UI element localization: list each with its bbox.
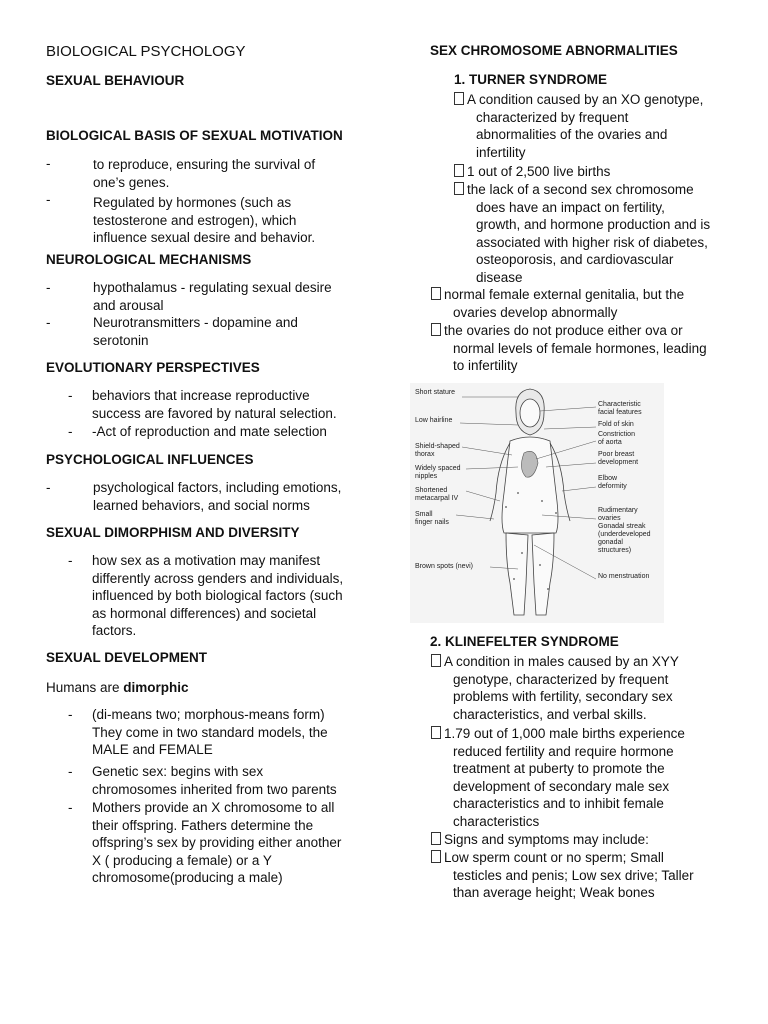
- text-line: success are favored by natural selection.: [92, 405, 337, 421]
- text-line: X ( producing a female) or a Y: [92, 852, 272, 868]
- bullet-item: [431, 322, 707, 375]
- bullet-item: [431, 831, 649, 849]
- list-item: [92, 706, 328, 759]
- figure-label: ovaries: [598, 515, 621, 522]
- text-line: influence sexual desire and behavior.: [93, 230, 316, 245]
- list-item: [92, 423, 327, 441]
- text-line: reduced fertility and require hormone: [453, 743, 674, 759]
- figure-label: Low hairline: [415, 417, 453, 424]
- bullet-item: [431, 286, 684, 321]
- list-dash: -: [46, 156, 51, 171]
- text-line: characteristics and to inhibit female: [453, 796, 664, 811]
- text-line: MALE and FEMALE: [92, 742, 213, 757]
- figure-label: Fold of skin: [598, 421, 634, 428]
- list-dash: -: [68, 800, 73, 815]
- text-line: their offspring. Fathers determine the: [92, 817, 314, 833]
- figure-label: structures): [598, 547, 632, 554]
- text-line: They come in two standard models, the: [92, 724, 328, 740]
- text-line: Signs and symptoms may include:: [431, 831, 649, 849]
- figure-label: No menstruation: [598, 573, 650, 580]
- figure-label: Characteristic: [598, 401, 641, 408]
- text-line: Regulated by hormones (such as: [93, 195, 292, 210]
- text-line: (di-means two; morphous-means form): [92, 707, 325, 722]
- missing-glyph-bullet-icon: [431, 850, 441, 863]
- figure-label: Shortened: [415, 487, 448, 494]
- list-item: [93, 156, 315, 191]
- text-line: to infertility: [453, 358, 518, 373]
- figure-label: deformity: [598, 483, 627, 490]
- heading-sexual-behaviour: SEXUAL BEHAVIOUR: [46, 73, 185, 88]
- heading-dimorphism: SEXUAL DIMORPHISM AND DIVERSITY: [46, 525, 300, 540]
- text-line: Mothers provide an X chromosome to all: [92, 800, 335, 815]
- bullet-item: [431, 653, 679, 723]
- text-line: factors.: [92, 623, 137, 638]
- missing-glyph-bullet-icon: [454, 182, 464, 195]
- text-line: testosterone and estrogen), which: [93, 212, 297, 228]
- text-line: testicles and penis; Low sex drive; Taller: [453, 867, 694, 883]
- heading-turner-syndrome: 1. TURNER SYNDROME: [454, 72, 608, 87]
- text-line: treatment at puberty to promote the: [453, 761, 665, 776]
- list-item: [92, 763, 337, 798]
- text-line: Genetic sex: begins with sex: [92, 764, 264, 779]
- figure-label: Constriction: [598, 431, 635, 438]
- text-line: one’s genes.: [93, 174, 170, 190]
- text-line: disease: [476, 269, 523, 285]
- missing-glyph-bullet-icon: [431, 654, 441, 667]
- figure-label: of aorta: [598, 439, 622, 446]
- list-dash: -: [68, 553, 73, 568]
- text-line: development of secondary male sex: [453, 778, 670, 794]
- text-line: behaviors that increase reproductive: [92, 388, 310, 403]
- bullet-item: [454, 91, 703, 161]
- text-line: offspring’s sex by providing either another: [92, 835, 342, 850]
- text-line: Neurotransmitters - dopamine and: [93, 315, 298, 330]
- list-item: [92, 387, 337, 422]
- text-line: problems with fertility, secondary sex: [453, 689, 673, 704]
- heading-psychological: PSYCHOLOGICAL INFLUENCES: [46, 452, 254, 467]
- list-item: [92, 552, 343, 640]
- text-line: to reproduce, ensuring the survival of: [93, 157, 316, 172]
- text-line: infertility: [476, 144, 526, 160]
- figure-label: Short stature: [415, 389, 456, 396]
- missing-glyph-bullet-icon: [454, 92, 464, 105]
- list-item: [93, 194, 315, 247]
- text-line: chromosomes inherited from two parents: [92, 781, 337, 797]
- text-line: influenced by both biological factors (such: [92, 588, 343, 603]
- figure-label: finger nails: [415, 519, 449, 526]
- text-line: characterized by frequent: [476, 109, 629, 125]
- heading-evolutionary: EVOLUTIONARY PERSPECTIVES: [46, 360, 260, 375]
- heading-chromosome-abnormalities: SEX CHROMOSOME ABNORMALITIES: [430, 43, 678, 58]
- list-item: [93, 314, 298, 349]
- figure-label: Gonadal streak: [598, 523, 646, 530]
- missing-glyph-bullet-icon: [431, 323, 441, 336]
- text-line: does have an impact on fertility,: [476, 199, 665, 215]
- text-line: A condition caused by an XO genotype,: [454, 91, 703, 109]
- text-line: than average height; Weak bones: [453, 885, 655, 900]
- list-dash: -: [68, 424, 73, 439]
- list-item: [93, 479, 341, 514]
- figure-label: nipples: [415, 473, 438, 480]
- list-dash: -: [46, 280, 51, 295]
- list-item: [92, 799, 341, 887]
- text-line: hypothalamus - regulating sexual desire: [93, 280, 332, 295]
- text-line: and arousal: [93, 297, 164, 313]
- heading-biological-basis: BIOLOGICAL BASIS OF SEXUAL MOTIVATION: [46, 128, 343, 143]
- list-dash: -: [46, 315, 51, 330]
- figure-label: Shield-shaped: [415, 443, 460, 450]
- text-line: abnormalities of the ovaries and: [476, 127, 668, 142]
- figure-label: development: [598, 459, 639, 466]
- text-line: as hormonal differences) and societal: [92, 605, 317, 621]
- list-dash: -: [68, 388, 73, 403]
- bullet-item: [454, 163, 610, 181]
- text-line: the ovaries do not produce either ova or: [431, 322, 707, 340]
- figure-label: Rudimentary: [598, 507, 638, 514]
- figure-label: Poor breast: [598, 451, 635, 458]
- figure-label: Small: [415, 511, 433, 518]
- missing-glyph-bullet-icon: [431, 726, 441, 739]
- text-line: the lack of a second sex chromosome: [454, 181, 710, 199]
- figure-label: metacarpal IV: [415, 495, 459, 502]
- text-line: ovaries develop abnormally: [453, 304, 618, 320]
- text-line: genotype, characterized by frequent: [453, 671, 669, 687]
- text-line: how sex as a motivation may manifest: [92, 553, 321, 568]
- figure-label: Widely spaced: [415, 465, 461, 472]
- text-line: -Act of reproduction and mate selection: [92, 424, 327, 439]
- text-line: 1 out of 2,500 live births: [454, 163, 610, 181]
- list-item: [93, 279, 332, 314]
- text-line: psychological factors, including emotions,: [93, 480, 342, 495]
- text-line: Low sperm count or no sperm; Small: [431, 849, 694, 867]
- text-line: characteristics, and verbal skills.: [453, 706, 647, 722]
- bullet-item: [431, 725, 685, 830]
- list-dash: -: [46, 480, 51, 495]
- figure-label: facial features: [598, 409, 642, 416]
- figure-label: thorax: [415, 451, 435, 458]
- document-title: BIOLOGICAL PSYCHOLOGY: [46, 43, 246, 60]
- text-line: characteristics: [453, 813, 540, 829]
- text-line: chromosome(producing a male): [92, 870, 283, 885]
- text-line: 1.79 out of 1,000 male births experience: [431, 725, 685, 743]
- list-dash: -: [68, 707, 73, 722]
- missing-glyph-bullet-icon: [454, 164, 464, 177]
- figure-label: Brown spots (nevi): [415, 563, 473, 570]
- bullet-item: [454, 181, 710, 286]
- text-line: A condition in males caused by an XYY: [431, 653, 679, 671]
- humans-prefix: Humans are: [46, 680, 124, 695]
- missing-glyph-bullet-icon: [431, 832, 441, 845]
- heading-neurological: NEUROLOGICAL MECHANISMS: [46, 252, 252, 267]
- heading-klinefelter-syndrome: 2. KLINEFELTER SYNDROME: [430, 634, 619, 649]
- text-line: associated with higher risk of diabetes,: [476, 234, 708, 250]
- figure-label: gonadal: [598, 539, 623, 546]
- missing-glyph-bullet-icon: [431, 287, 441, 300]
- text-line: serotonin: [93, 332, 149, 348]
- text-line: normal levels of female hormones, leading: [453, 340, 707, 356]
- list-dash: -: [46, 192, 51, 207]
- turner-syndrome-figure: [410, 383, 664, 623]
- figure-label: (underdeveloped: [598, 531, 651, 538]
- text-line: normal female external genitalia, but the: [431, 286, 684, 304]
- heading-sexual-development: SEXUAL DEVELOPMENT: [46, 650, 208, 665]
- list-dash: -: [68, 764, 73, 779]
- text-line: growth, and hormone production and is: [476, 217, 711, 232]
- humans-statement: [46, 679, 189, 697]
- text-line: osteoporosis, and cardiovascular: [476, 252, 674, 267]
- bullet-item: [431, 849, 694, 902]
- text-line: learned behaviors, and social norms: [93, 497, 310, 513]
- humans-dimorphic: dimorphic: [123, 680, 189, 695]
- text-line: differently across genders and individuals,: [92, 570, 344, 586]
- figure-label: Elbow: [598, 475, 618, 482]
